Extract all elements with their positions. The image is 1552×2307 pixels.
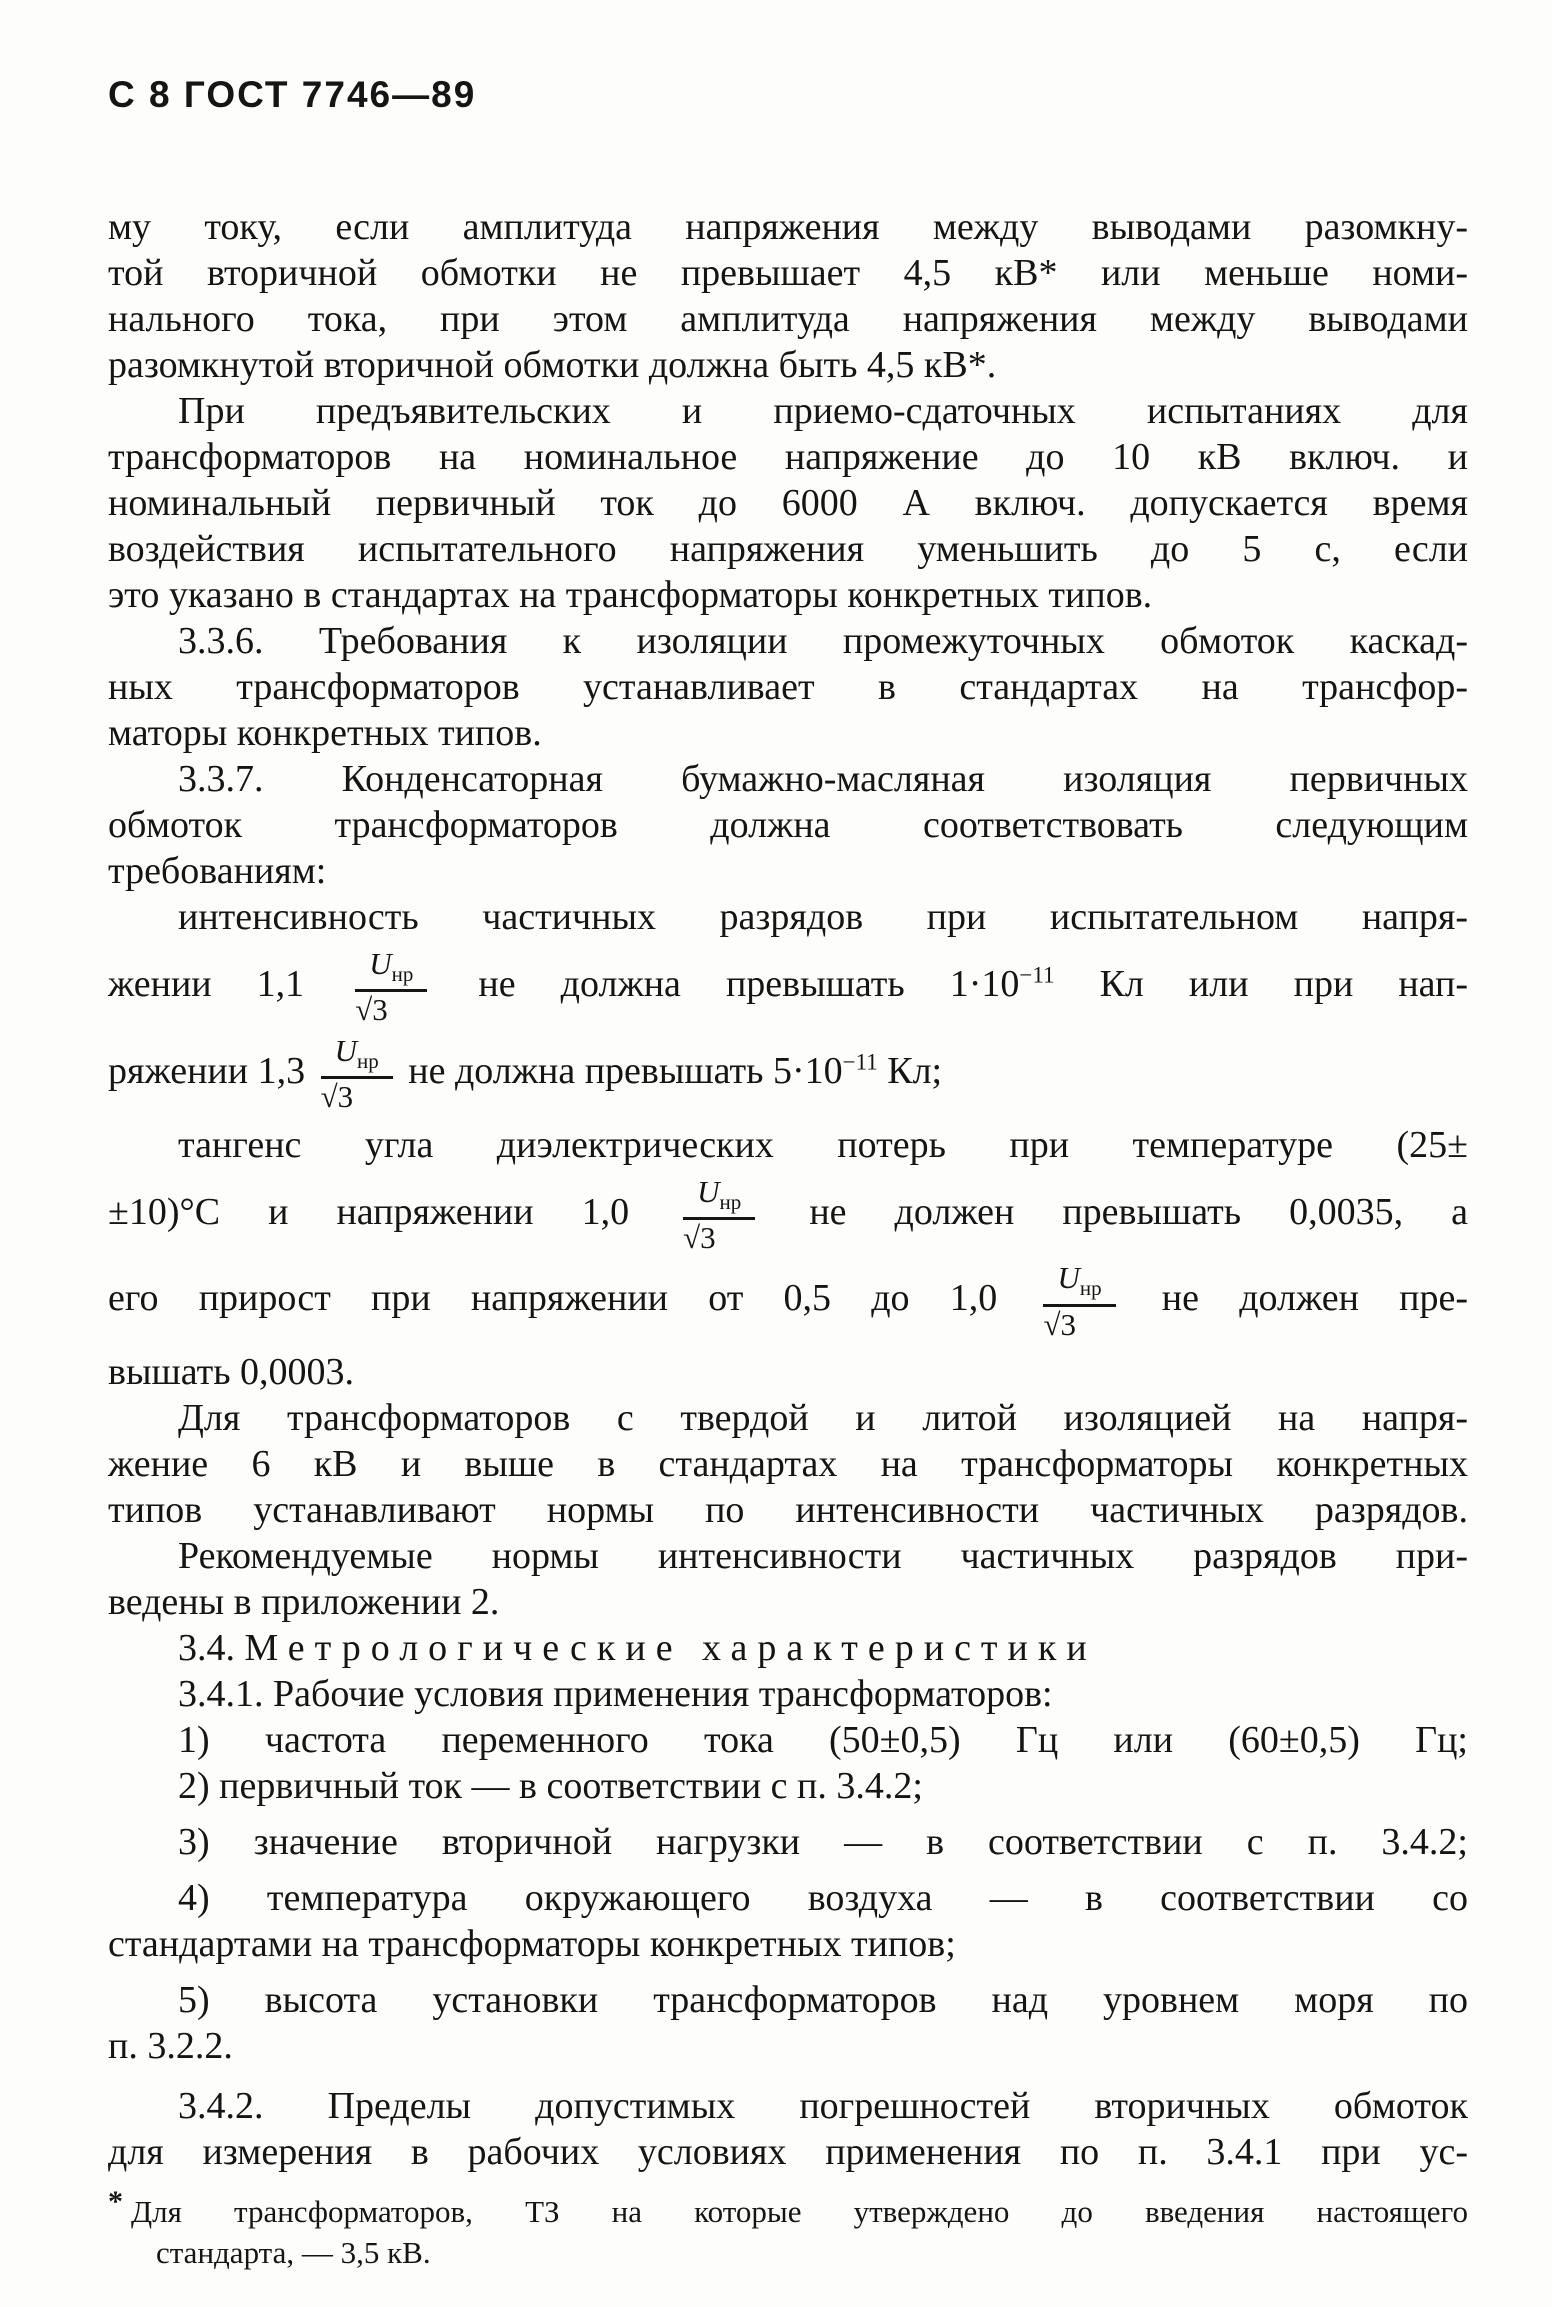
text-segment: жении 1,1 (108, 963, 305, 1006)
text-line: типов устанавливают нормы по интенсивности частичных разрядов. (108, 1489, 1468, 1532)
text-segment: ряжении 1,3 (108, 1049, 306, 1092)
text-segment: не должен пре- (1161, 1277, 1469, 1320)
paragraph-tangent-loss (108, 1122, 1468, 1396)
formula-symbol-u: U (369, 946, 392, 981)
paragraph-3-4-2 (108, 2083, 1468, 2175)
text-line: 3.3.7. Конденсаторная бумажно-масляная изоляция первичных (178, 758, 1468, 800)
text-line: 4) температура окружающего воздуха — в соответствии со (178, 1877, 1468, 1920)
text-line: вышать 0,0003. (108, 1351, 355, 1394)
list-item-2 (108, 1763, 1468, 1809)
working-conditions-list (108, 1717, 1468, 2069)
formula-line (108, 1262, 1468, 1341)
text-segment: его прирост при напряжении от 0,5 до 1,0 (108, 1277, 998, 1320)
text-segment: Кл или при нап- (1099, 963, 1469, 1006)
text-line: воздействия испытательного напряжения уменьшить до 5 с, если (108, 528, 1468, 570)
text-line: 1) частота переменного тока (50±0,5) Гц или (60±0,5) Гц; (178, 1719, 1468, 1762)
paragraph-3-3-7 (108, 756, 1468, 894)
paragraph-3-4-1 (108, 1671, 1468, 1717)
footnote-marker: * (108, 2184, 123, 2218)
section-heading-3-4 (108, 1625, 1468, 1671)
text-line: ведены в приложении 2. (108, 1581, 500, 1624)
formula-line (108, 1173, 1469, 1255)
page-header-label: С 8 ГОСТ 7746—89 (108, 74, 477, 115)
list-item-3 (108, 1819, 1468, 1865)
document-body (108, 204, 1468, 2175)
formula-line (108, 1032, 1468, 1115)
text-line: 2) первичный ток — в соответствии с п. 3.4.2; (178, 1765, 923, 1808)
text-segment: ±10)°С и напряжении 1,0 (108, 1190, 630, 1233)
formula-denominator: √3 (1043, 1306, 1076, 1342)
text-line: маторы конкретных типов. (108, 712, 542, 754)
formula-fraction-u-sqrt3 (683, 1173, 755, 1255)
paragraph-partial-discharge (108, 894, 1468, 1114)
text-line: обмоток трансформаторов должна соответствовать следующим (108, 804, 1468, 846)
text-segment: не должна превышать 1·10 (478, 963, 1020, 1006)
formula-symbol-u: U (1057, 1260, 1080, 1296)
formula-fraction-u-sqrt3 (320, 1032, 393, 1115)
formula-fraction-u-sqrt3 (1043, 1262, 1115, 1341)
text-line: стандартами на трансформаторы конкретных типов; (108, 1923, 956, 1966)
list-item-4 (108, 1875, 1468, 1967)
text-segment: Кл; (887, 1049, 943, 1092)
footnote-line (108, 2184, 1468, 2232)
paragraph-recommended-norms (108, 1533, 1468, 1625)
paragraph-3-3-6 (108, 618, 1468, 756)
text-line: 3.4.1. Рабочие условия применения трансформаторов: (178, 1673, 1053, 1716)
text-line: жение 6 кВ и выше в стандартах на трансформаторы конкретных (108, 1443, 1468, 1486)
paragraph-continuation (108, 204, 1468, 388)
text-line: разомкнутой вторичной обмотки должна быть 4,5 кВ*. (108, 344, 997, 386)
list-item-1 (108, 1717, 1468, 1763)
text-line: той вторичной обмотки не превышает 4,5 кВ* или меньше номи- (108, 252, 1468, 294)
text-line: Рекомендуемые нормы интенсивности частичных разрядов при- (178, 1535, 1468, 1578)
text-line: 5) высота установки трансформаторов над уровнем моря по (178, 1979, 1468, 2022)
paragraph-solid-insulation (108, 1395, 1468, 1533)
formula-symbol-u: U (334, 1032, 357, 1068)
formula-subscript: нр (391, 962, 414, 987)
paragraph-acceptance-tests (108, 388, 1468, 618)
exponent: −11 (842, 1049, 878, 1075)
text-line: 3.3.6. Требования к изоляции промежуточных обмоток каскад- (178, 620, 1468, 662)
footnote-line: стандарта, — 3,5 кВ. (156, 2235, 431, 2271)
text-line: для измерения в рабочих условиях применения по п. 3.4.1 при ус- (108, 2131, 1468, 2174)
formula-symbol-u: U (697, 1173, 720, 1209)
formula-subscript: нр (1079, 1276, 1102, 1301)
formula-denominator: √3 (683, 1219, 716, 1255)
text-line: требованиям: (108, 850, 327, 892)
text-segment: не должен превышать 0,0035, а (809, 1190, 1469, 1233)
heading-line (108, 1625, 1468, 1671)
exponent: −11 (1019, 962, 1055, 988)
formula-denominator: √3 (320, 1079, 354, 1115)
text-line: 3.4.2. Пределы допустимых погрешностей вторичных обмоток (178, 2085, 1468, 2128)
formula-subscript: нр (719, 1189, 742, 1214)
section-title: Метрологические характеристики (244, 1627, 1097, 1670)
footnote (108, 2184, 1468, 2273)
footnote-text: Для трансформаторов, ТЗ на которые утверждено до введения настоящего (131, 2194, 1468, 2230)
text-line: интенсивность частичных разрядов при испытательном напря- (178, 896, 1468, 938)
list-item-5 (108, 1977, 1468, 2069)
text-line: п. 3.2.2. (108, 2025, 233, 2068)
formula-subscript: нр (357, 1048, 379, 1073)
text-line: ных трансформаторов устанавливает в стандартах на трансфор- (108, 666, 1468, 708)
text-line: номинальный первичный ток до 6000 А включ. допускается время (108, 482, 1468, 524)
formula-line (108, 948, 1468, 1027)
text-line: трансформаторов на номинальное напряжение до 10 кВ включ. и (108, 436, 1468, 478)
text-line: му току, если амплитуда напряжения между выводами разомкну- (108, 206, 1468, 248)
text-line: тангенс угла диэлектрических потерь при температуре (25± (178, 1123, 1468, 1166)
text-line: 3) значение вторичной нагрузки — в соответствии с п. 3.4.2; (178, 1821, 1468, 1864)
text-line: нального тока, при этом амплитуда напряжения между выводами (108, 298, 1468, 340)
formula-fraction-u-sqrt3 (355, 948, 427, 1027)
formula-denominator: √3 (355, 992, 388, 1028)
section-number: 3.4. (178, 1627, 235, 1670)
text-segment: не должна превышать 5·10 (408, 1049, 843, 1092)
text-line: это указано в стандартах на трансформаторы конкретных типов. (108, 574, 1153, 616)
text-line: Для трансформаторов с твердой и литой изоляцией на напря- (178, 1397, 1468, 1440)
text-line: При предъявительских и приемо-сдаточных испытаниях для (178, 390, 1468, 432)
